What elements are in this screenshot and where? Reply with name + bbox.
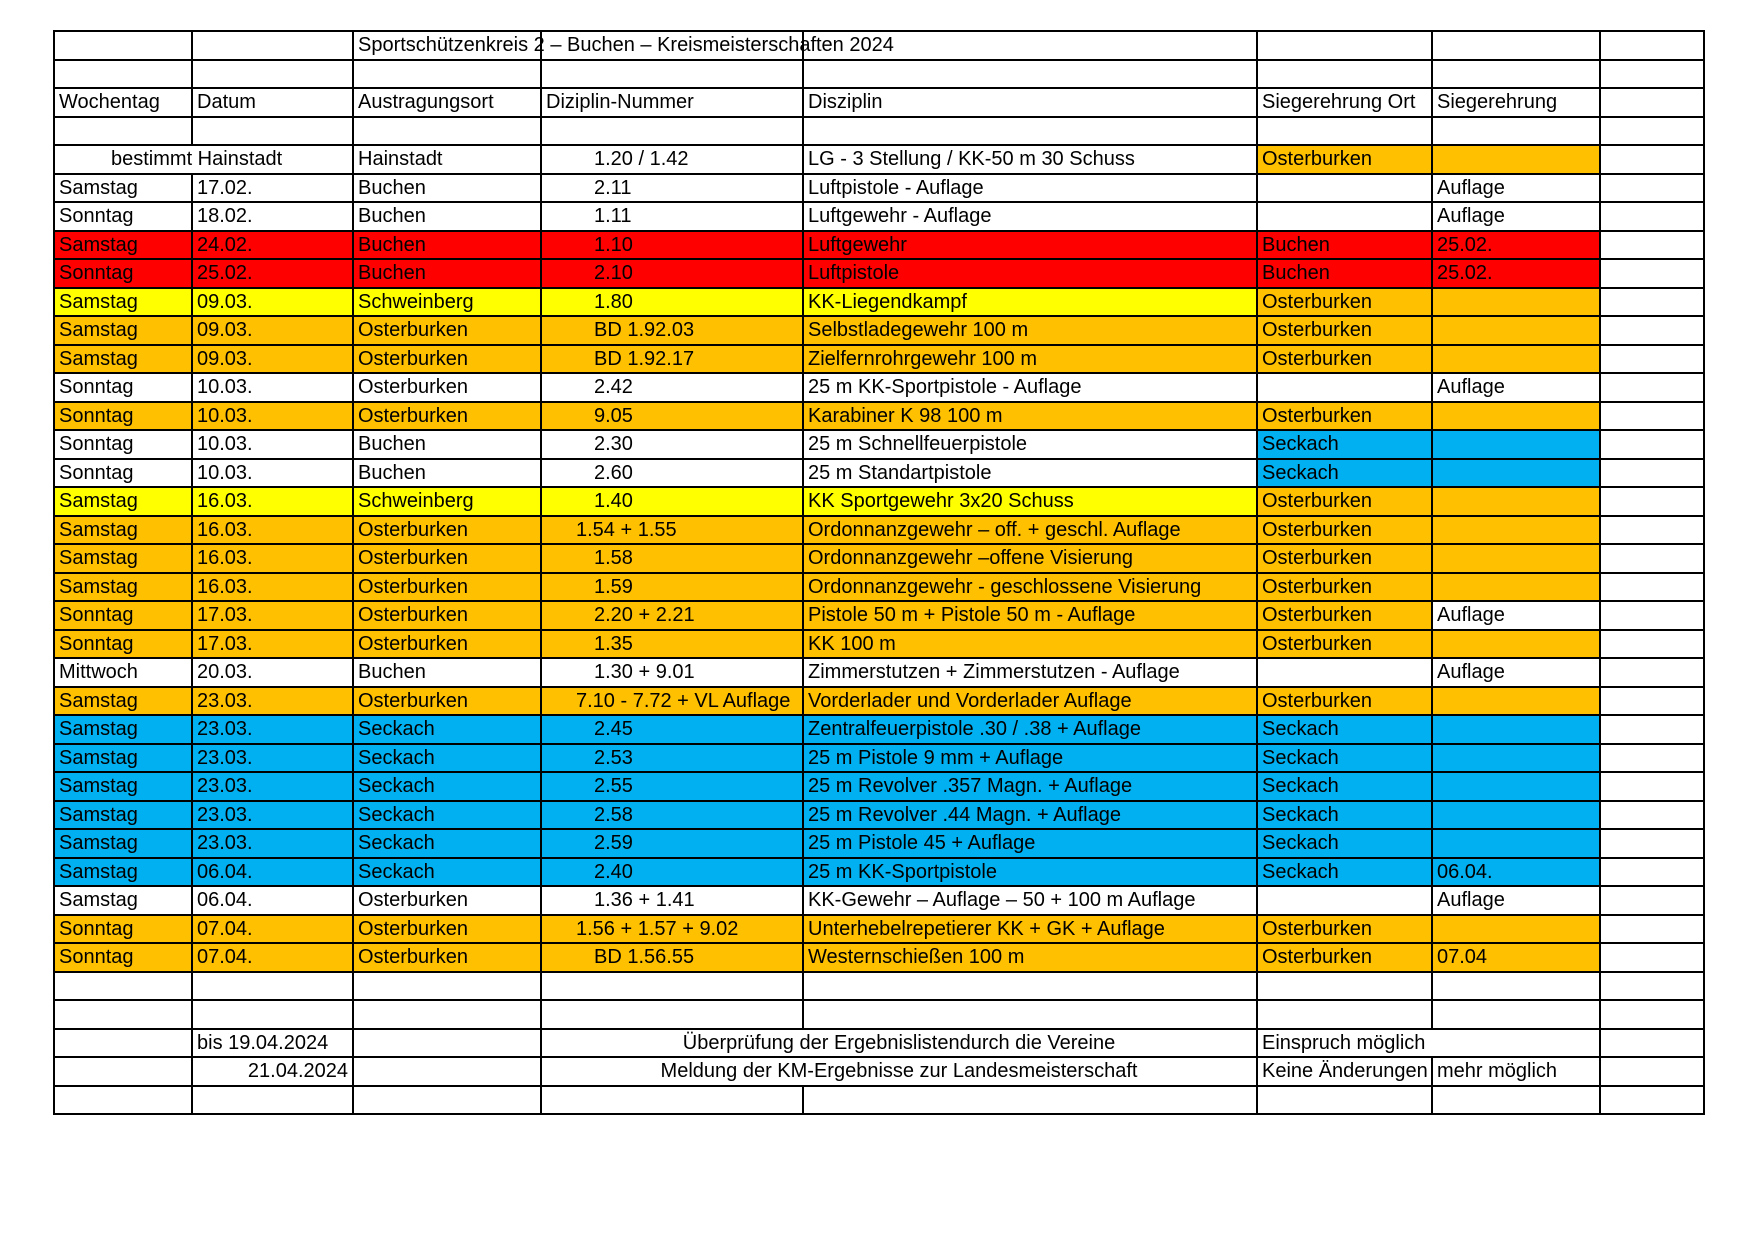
cell-sieger-ort: Osterburken [1257, 402, 1432, 431]
cell-siegerehrung [1432, 630, 1600, 659]
cell-datum: 10.03. [192, 459, 353, 488]
cell-nummer: 2.59 [541, 829, 803, 858]
cell-ort: Osterburken [353, 402, 541, 431]
header-nummer: Diziplin-Nummer [541, 88, 803, 117]
cell-nummer: 1.11 [541, 202, 803, 231]
cell-extra [1600, 259, 1704, 288]
cell-ort: Osterburken [353, 886, 541, 915]
cell-siegerehrung [1432, 915, 1600, 944]
cell-ort: Osterburken [353, 345, 541, 374]
cell-nummer: 7.10 - 7.72 + VL Auflage [541, 687, 803, 716]
cell-extra [1600, 772, 1704, 801]
cell-nummer: 2.20 + 2.21 [541, 601, 803, 630]
cell-disziplin: Unterhebelrepetierer KK + GK + Auflage [803, 915, 1257, 944]
cell-extra [1600, 630, 1704, 659]
table-row [54, 601, 1704, 630]
cell-disziplin: KK 100 m [803, 630, 1257, 659]
cell-datum: 20.03. [192, 658, 353, 687]
cell-sieger-ort [1257, 174, 1432, 203]
cell-sieger-ort: Buchen [1257, 259, 1432, 288]
cell-sieger-ort: Buchen [1257, 231, 1432, 260]
cell-siegerehrung [1432, 573, 1600, 602]
cell-siegerehrung: Auflage [1432, 658, 1600, 687]
header-disziplin: Disziplin [803, 88, 1257, 117]
cell-wochentag: Sonntag [54, 915, 192, 944]
table-row [54, 573, 1704, 602]
table-row [54, 658, 1704, 687]
cell-datum: 17.02. [192, 174, 353, 203]
cell-sieger-ort: Seckach [1257, 459, 1432, 488]
header-ort: Austragungsort [353, 88, 541, 117]
table-row [54, 430, 1704, 459]
cell-extra [1600, 459, 1704, 488]
cell-sieger-ort: Osterburken [1257, 601, 1432, 630]
cell-extra [1600, 943, 1704, 972]
cell-nummer: 1.80 [541, 288, 803, 317]
cell-disziplin: Selbstladegewehr 100 m [803, 316, 1257, 345]
cell-nummer: 2.42 [541, 373, 803, 402]
header-wochentag: Wochentag [54, 88, 192, 117]
cell-disziplin: Zentralfeuerpistole .30 / .38 + Auflage [803, 715, 1257, 744]
table-row [54, 516, 1704, 545]
blank-row [54, 60, 1704, 89]
cell-siegerehrung [1432, 829, 1600, 858]
cell-sieger-ort [1257, 373, 1432, 402]
cell-datum: 23.03. [192, 687, 353, 716]
cell-datum: 16.03. [192, 573, 353, 602]
cell-siegerehrung [1432, 316, 1600, 345]
table-row [54, 772, 1704, 801]
cell-nummer: 1.59 [541, 573, 803, 602]
cell-ort: Osterburken [353, 373, 541, 402]
cell-nummer: 2.30 [541, 430, 803, 459]
cell-nummer: 1.30 + 9.01 [541, 658, 803, 687]
cell-extra [1600, 231, 1704, 260]
cell-datum: 07.04. [192, 915, 353, 944]
cell-disziplin: Luftpistole - Auflage [803, 174, 1257, 203]
cell-disziplin: 25 m Pistole 9 mm + Auflage [803, 744, 1257, 773]
cell-datum: 10.03. [192, 373, 353, 402]
page-title: Sportschützenkreis 2 – Buchen – Kreismeisterschaften 2024 [353, 31, 541, 60]
cell-extra [1600, 345, 1704, 374]
cell-ort: Osterburken [353, 573, 541, 602]
cell-disziplin: Zielfernrohrgewehr 100 m [803, 345, 1257, 374]
cell-ort: Osterburken [353, 630, 541, 659]
cell-sieger-ort: Osterburken [1257, 630, 1432, 659]
cell-nummer: 2.40 [541, 858, 803, 887]
cell-disziplin: LG - 3 Stellung / KK-50 m 30 Schuss [803, 145, 1257, 174]
cell-wochentag: Sonntag [54, 459, 192, 488]
cell-siegerehrung: 25.02. [1432, 231, 1600, 260]
cell-siegerehrung [1432, 487, 1600, 516]
cell-ort: Seckach [353, 801, 541, 830]
cell-nummer: 1.54 + 1.55 [541, 516, 803, 545]
cell-ort: Osterburken [353, 943, 541, 972]
cell-datum: 16.03. [192, 487, 353, 516]
cell-sieger-ort [1257, 886, 1432, 915]
cell-datum: 16.03. [192, 544, 353, 573]
footer-text-2: Meldung der KM-Ergebnisse zur Landesmeisterschaft [541, 1057, 1257, 1086]
cell-wochentag: Sonntag [54, 630, 192, 659]
table-row [54, 288, 1704, 317]
cell-sieger-ort: Osterburken [1257, 145, 1432, 174]
cell-disziplin: KK-Liegendkampf [803, 288, 1257, 317]
cell-ort: Buchen [353, 202, 541, 231]
table-row [54, 202, 1704, 231]
cell-datum: 06.04. [192, 886, 353, 915]
cell-wochentag: Samstag [54, 288, 192, 317]
cell-datum: 17.03. [192, 630, 353, 659]
cell-siegerehrung [1432, 430, 1600, 459]
cell-wochentag: Sonntag [54, 402, 192, 431]
footer-row [54, 1029, 1704, 1058]
cell-wochentag: Sonntag [54, 601, 192, 630]
blank-row [54, 972, 1704, 1001]
table-row [54, 544, 1704, 573]
cell-siegerehrung [1432, 402, 1600, 431]
cell-wochentag: Samstag [54, 715, 192, 744]
cell-siegerehrung [1432, 516, 1600, 545]
cell-siegerehrung [1432, 715, 1600, 744]
cell-ort: Osterburken [353, 687, 541, 716]
cell-datum: 23.03. [192, 744, 353, 773]
cell-wochentag: Sonntag [54, 943, 192, 972]
cell-sieger-ort [1257, 658, 1432, 687]
table-row [54, 316, 1704, 345]
footer-date-2: 21.04.2024 [192, 1057, 353, 1086]
blank-row [54, 117, 1704, 146]
table-row [54, 373, 1704, 402]
cell-siegerehrung [1432, 801, 1600, 830]
cell-sieger-ort: Osterburken [1257, 288, 1432, 317]
cell-extra [1600, 687, 1704, 716]
cell-wochentag: Samstag [54, 316, 192, 345]
cell-nummer: BD 1.92.03 [541, 316, 803, 345]
cell-extra [1600, 658, 1704, 687]
cell-sieger-ort: Seckach [1257, 772, 1432, 801]
cell-nummer: 2.60 [541, 459, 803, 488]
cell-sieger-ort: Osterburken [1257, 487, 1432, 516]
cell-wochentag: Samstag [54, 886, 192, 915]
cell-extra [1600, 829, 1704, 858]
cell-wochentag: Samstag [54, 573, 192, 602]
cell-extra [1600, 516, 1704, 545]
cell-wochentag: Samstag [54, 858, 192, 887]
cell-wochentag: Sonntag [54, 373, 192, 402]
blank-row [54, 1086, 1704, 1115]
cell-sieger-ort: Seckach [1257, 801, 1432, 830]
cell-siegerehrung [1432, 744, 1600, 773]
cell-ort: Schweinberg [353, 288, 541, 317]
cell-wochentag: Samstag [54, 516, 192, 545]
cell-nummer: 2.11 [541, 174, 803, 203]
cell-ort: Seckach [353, 715, 541, 744]
cell-ort: Buchen [353, 459, 541, 488]
cell-sieger-ort: Osterburken [1257, 516, 1432, 545]
cell-siegerehrung: 25.02. [1432, 259, 1600, 288]
cell-datum: 16.03. [192, 516, 353, 545]
cell-extra [1600, 886, 1704, 915]
cell-datum: 10.03. [192, 402, 353, 431]
table-row [54, 886, 1704, 915]
cell-disziplin: KK Sportgewehr 3x20 Schuss [803, 487, 1257, 516]
cell-nummer: 2.55 [541, 772, 803, 801]
cell-wochentag: Samstag [54, 744, 192, 773]
table-row [54, 858, 1704, 887]
cell-sieger-ort: Osterburken [1257, 544, 1432, 573]
cell-extra [1600, 715, 1704, 744]
cell-siegerehrung [1432, 288, 1600, 317]
cell-extra [1600, 544, 1704, 573]
cell-wochentag: Sonntag [54, 202, 192, 231]
cell-sieger-ort: Seckach [1257, 858, 1432, 887]
cell-datum: 24.02. [192, 231, 353, 260]
table-row [54, 630, 1704, 659]
cell-extra [1600, 858, 1704, 887]
cell-disziplin: 25 m KK-Sportpistole - Auflage [803, 373, 1257, 402]
cell-ort: Seckach [353, 858, 541, 887]
header-datum: Datum [192, 88, 353, 117]
cell-sieger-ort: Osterburken [1257, 345, 1432, 374]
cell-ort: Osterburken [353, 601, 541, 630]
table-row [54, 487, 1704, 516]
cell-nummer: 2.53 [541, 744, 803, 773]
cell-ort: Osterburken [353, 544, 541, 573]
header-siegerehrung: Siegerehrung [1432, 88, 1600, 117]
cell-nummer: 1.56 + 1.57 + 9.02 [541, 915, 803, 944]
cell-ort: Schweinberg [353, 487, 541, 516]
cell-sieger-ort: Osterburken [1257, 687, 1432, 716]
cell-datum: 09.03. [192, 288, 353, 317]
cell-extra [1600, 915, 1704, 944]
footer-text-1: Überprüfung der Ergebnislistendurch die Vereine [541, 1029, 1257, 1058]
title-row [54, 31, 1704, 60]
table-row [54, 943, 1704, 972]
cell-nummer: 1.20 / 1.42 [541, 145, 803, 174]
cell-sieger-ort: Osterburken [1257, 573, 1432, 602]
cell-disziplin: Ordonnanzgewehr - geschlossene Visierung [803, 573, 1257, 602]
table-row [54, 459, 1704, 488]
cell-siegerehrung: 07.04 [1432, 943, 1600, 972]
cell-nummer: 1.10 [541, 231, 803, 260]
cell-siegerehrung: Auflage [1432, 601, 1600, 630]
cell-disziplin: Pistole 50 m + Pistole 50 m - Auflage [803, 601, 1257, 630]
cell-disziplin: 25 m Revolver .357 Magn. + Auflage [803, 772, 1257, 801]
table-row [54, 829, 1704, 858]
table-row [54, 259, 1704, 288]
cell-disziplin: Luftpistole [803, 259, 1257, 288]
cell-sieger-ort: Seckach [1257, 829, 1432, 858]
cell-disziplin: 25 m KK-Sportpistole [803, 858, 1257, 887]
cell-wochentag: Samstag [54, 487, 192, 516]
cell-extra [1600, 316, 1704, 345]
cell-sieger-ort: Osterburken [1257, 943, 1432, 972]
table-row [54, 687, 1704, 716]
cell-wochentag: Samstag [54, 801, 192, 830]
cell-datum: 23.03. [192, 772, 353, 801]
cell-wochentag: Samstag [54, 231, 192, 260]
cell-nummer: 1.36 + 1.41 [541, 886, 803, 915]
cell-nummer: 9.05 [541, 402, 803, 431]
cell-siegerehrung: Auflage [1432, 373, 1600, 402]
cell-ort: Hainstadt [353, 145, 541, 174]
cell-nummer: 2.45 [541, 715, 803, 744]
cell-extra [1600, 744, 1704, 773]
cell-wochentag: Samstag [54, 772, 192, 801]
cell-ort: Seckach [353, 744, 541, 773]
cell-ort: Buchen [353, 231, 541, 260]
cell-extra [1600, 601, 1704, 630]
cell-ort: Buchen [353, 430, 541, 459]
table-row [54, 715, 1704, 744]
cell-extra [1600, 801, 1704, 830]
cell-nummer: BD 1.56.55 [541, 943, 803, 972]
cell-wochentag: Mittwoch [54, 658, 192, 687]
cell-sieger-ort: Seckach [1257, 430, 1432, 459]
cell-disziplin: Karabiner K 98 100 m [803, 402, 1257, 431]
cell-sieger-ort: Osterburken [1257, 915, 1432, 944]
cell-disziplin: Ordonnanzgewehr –offene Visierung [803, 544, 1257, 573]
cell-nummer: 2.58 [541, 801, 803, 830]
cell-sieger-ort: Osterburken [1257, 316, 1432, 345]
table-row [54, 915, 1704, 944]
cell-wochentag: Samstag [54, 544, 192, 573]
cell-disziplin: KK-Gewehr – Auflage – 50 + 100 m Auflage [803, 886, 1257, 915]
cell-datum: 10.03. [192, 430, 353, 459]
table-row [54, 744, 1704, 773]
cell-disziplin: 25 m Pistole 45 + Auflage [803, 829, 1257, 858]
table-row [54, 801, 1704, 830]
cell-disziplin: Zimmerstutzen + Zimmerstutzen - Auflage [803, 658, 1257, 687]
cell-siegerehrung: Auflage [1432, 174, 1600, 203]
cell-extra [1600, 202, 1704, 231]
cell-disziplin: Westernschießen 100 m [803, 943, 1257, 972]
cell-wochentag: Sonntag [54, 259, 192, 288]
footer-row [54, 1057, 1704, 1086]
cell-siegerehrung [1432, 459, 1600, 488]
header-sieger-ort: Siegerehrung Ort [1257, 88, 1432, 117]
cell-datum: 23.03. [192, 715, 353, 744]
first-row-label: bestimmt Hainstadt [54, 145, 192, 174]
table-row [54, 231, 1704, 260]
cell-ort: Seckach [353, 772, 541, 801]
cell-extra [1600, 487, 1704, 516]
cell-extra [1600, 174, 1704, 203]
table-row [54, 345, 1704, 374]
cell-ort: Osterburken [353, 915, 541, 944]
cell-datum: 09.03. [192, 345, 353, 374]
cell-siegerehrung [1432, 145, 1600, 174]
cell-sieger-ort [1257, 202, 1432, 231]
cell-extra [1600, 430, 1704, 459]
cell-siegerehrung [1432, 345, 1600, 374]
cell-extra [1600, 373, 1704, 402]
cell-ort: Buchen [353, 259, 541, 288]
cell-ort: Osterburken [353, 316, 541, 345]
cell-disziplin: Luftgewehr - Auflage [803, 202, 1257, 231]
cell-nummer: 1.35 [541, 630, 803, 659]
header-row [54, 88, 1704, 117]
cell-sieger-ort: Seckach [1257, 744, 1432, 773]
cell-disziplin: 25 m Schnellfeuerpistole [803, 430, 1257, 459]
cell-disziplin: 25 m Standartpistole [803, 459, 1257, 488]
cell-sieger-ort: Seckach [1257, 715, 1432, 744]
cell-siegerehrung [1432, 687, 1600, 716]
cell-datum: 07.04. [192, 943, 353, 972]
cell-extra [1600, 573, 1704, 602]
cell-wochentag: Samstag [54, 829, 192, 858]
cell-datum: 09.03. [192, 316, 353, 345]
table-row [54, 174, 1704, 203]
cell-nummer: 2.10 [541, 259, 803, 288]
cell-wochentag: Samstag [54, 345, 192, 374]
cell-extra [1600, 288, 1704, 317]
cell-datum: 17.03. [192, 601, 353, 630]
cell-siegerehrung [1432, 772, 1600, 801]
cell-siegerehrung: Auflage [1432, 886, 1600, 915]
cell-datum: 25.02. [192, 259, 353, 288]
footer-note-1: Einspruch möglich [1257, 1029, 1432, 1058]
cell-datum: 23.03. [192, 801, 353, 830]
cell-datum: 18.02. [192, 202, 353, 231]
table-row [54, 402, 1704, 431]
cell-disziplin: 25 m Revolver .44 Magn. + Auflage [803, 801, 1257, 830]
cell-nummer: 1.58 [541, 544, 803, 573]
cell-disziplin: Vorderlader und Vorderlader Auflage [803, 687, 1257, 716]
footer-note-2b: mehr möglich [1432, 1057, 1600, 1086]
cell-ort: Seckach [353, 829, 541, 858]
cell-ort: Osterburken [353, 516, 541, 545]
footer-date-1: bis 19.04.2024 [192, 1029, 353, 1058]
cell-wochentag: Samstag [54, 687, 192, 716]
cell-ort: Buchen [353, 174, 541, 203]
cell-siegerehrung: 06.04. [1432, 858, 1600, 887]
cell-wochentag: Sonntag [54, 430, 192, 459]
schedule-table [53, 30, 1705, 1115]
cell-nummer: BD 1.92.17 [541, 345, 803, 374]
cell-disziplin: Luftgewehr [803, 231, 1257, 260]
cell-wochentag: Samstag [54, 174, 192, 203]
blank-row [54, 1000, 1704, 1029]
cell-nummer: 1.40 [541, 487, 803, 516]
first-event-row [54, 145, 1704, 174]
cell-ort: Buchen [353, 658, 541, 687]
cell-extra [1600, 402, 1704, 431]
cell-disziplin: Ordonnanzgewehr – off. + geschl. Auflage [803, 516, 1257, 545]
cell-datum: 23.03. [192, 829, 353, 858]
footer-note-2a: Keine Änderungen [1257, 1057, 1432, 1086]
cell-siegerehrung: Auflage [1432, 202, 1600, 231]
cell-siegerehrung [1432, 544, 1600, 573]
cell-datum: 06.04. [192, 858, 353, 887]
